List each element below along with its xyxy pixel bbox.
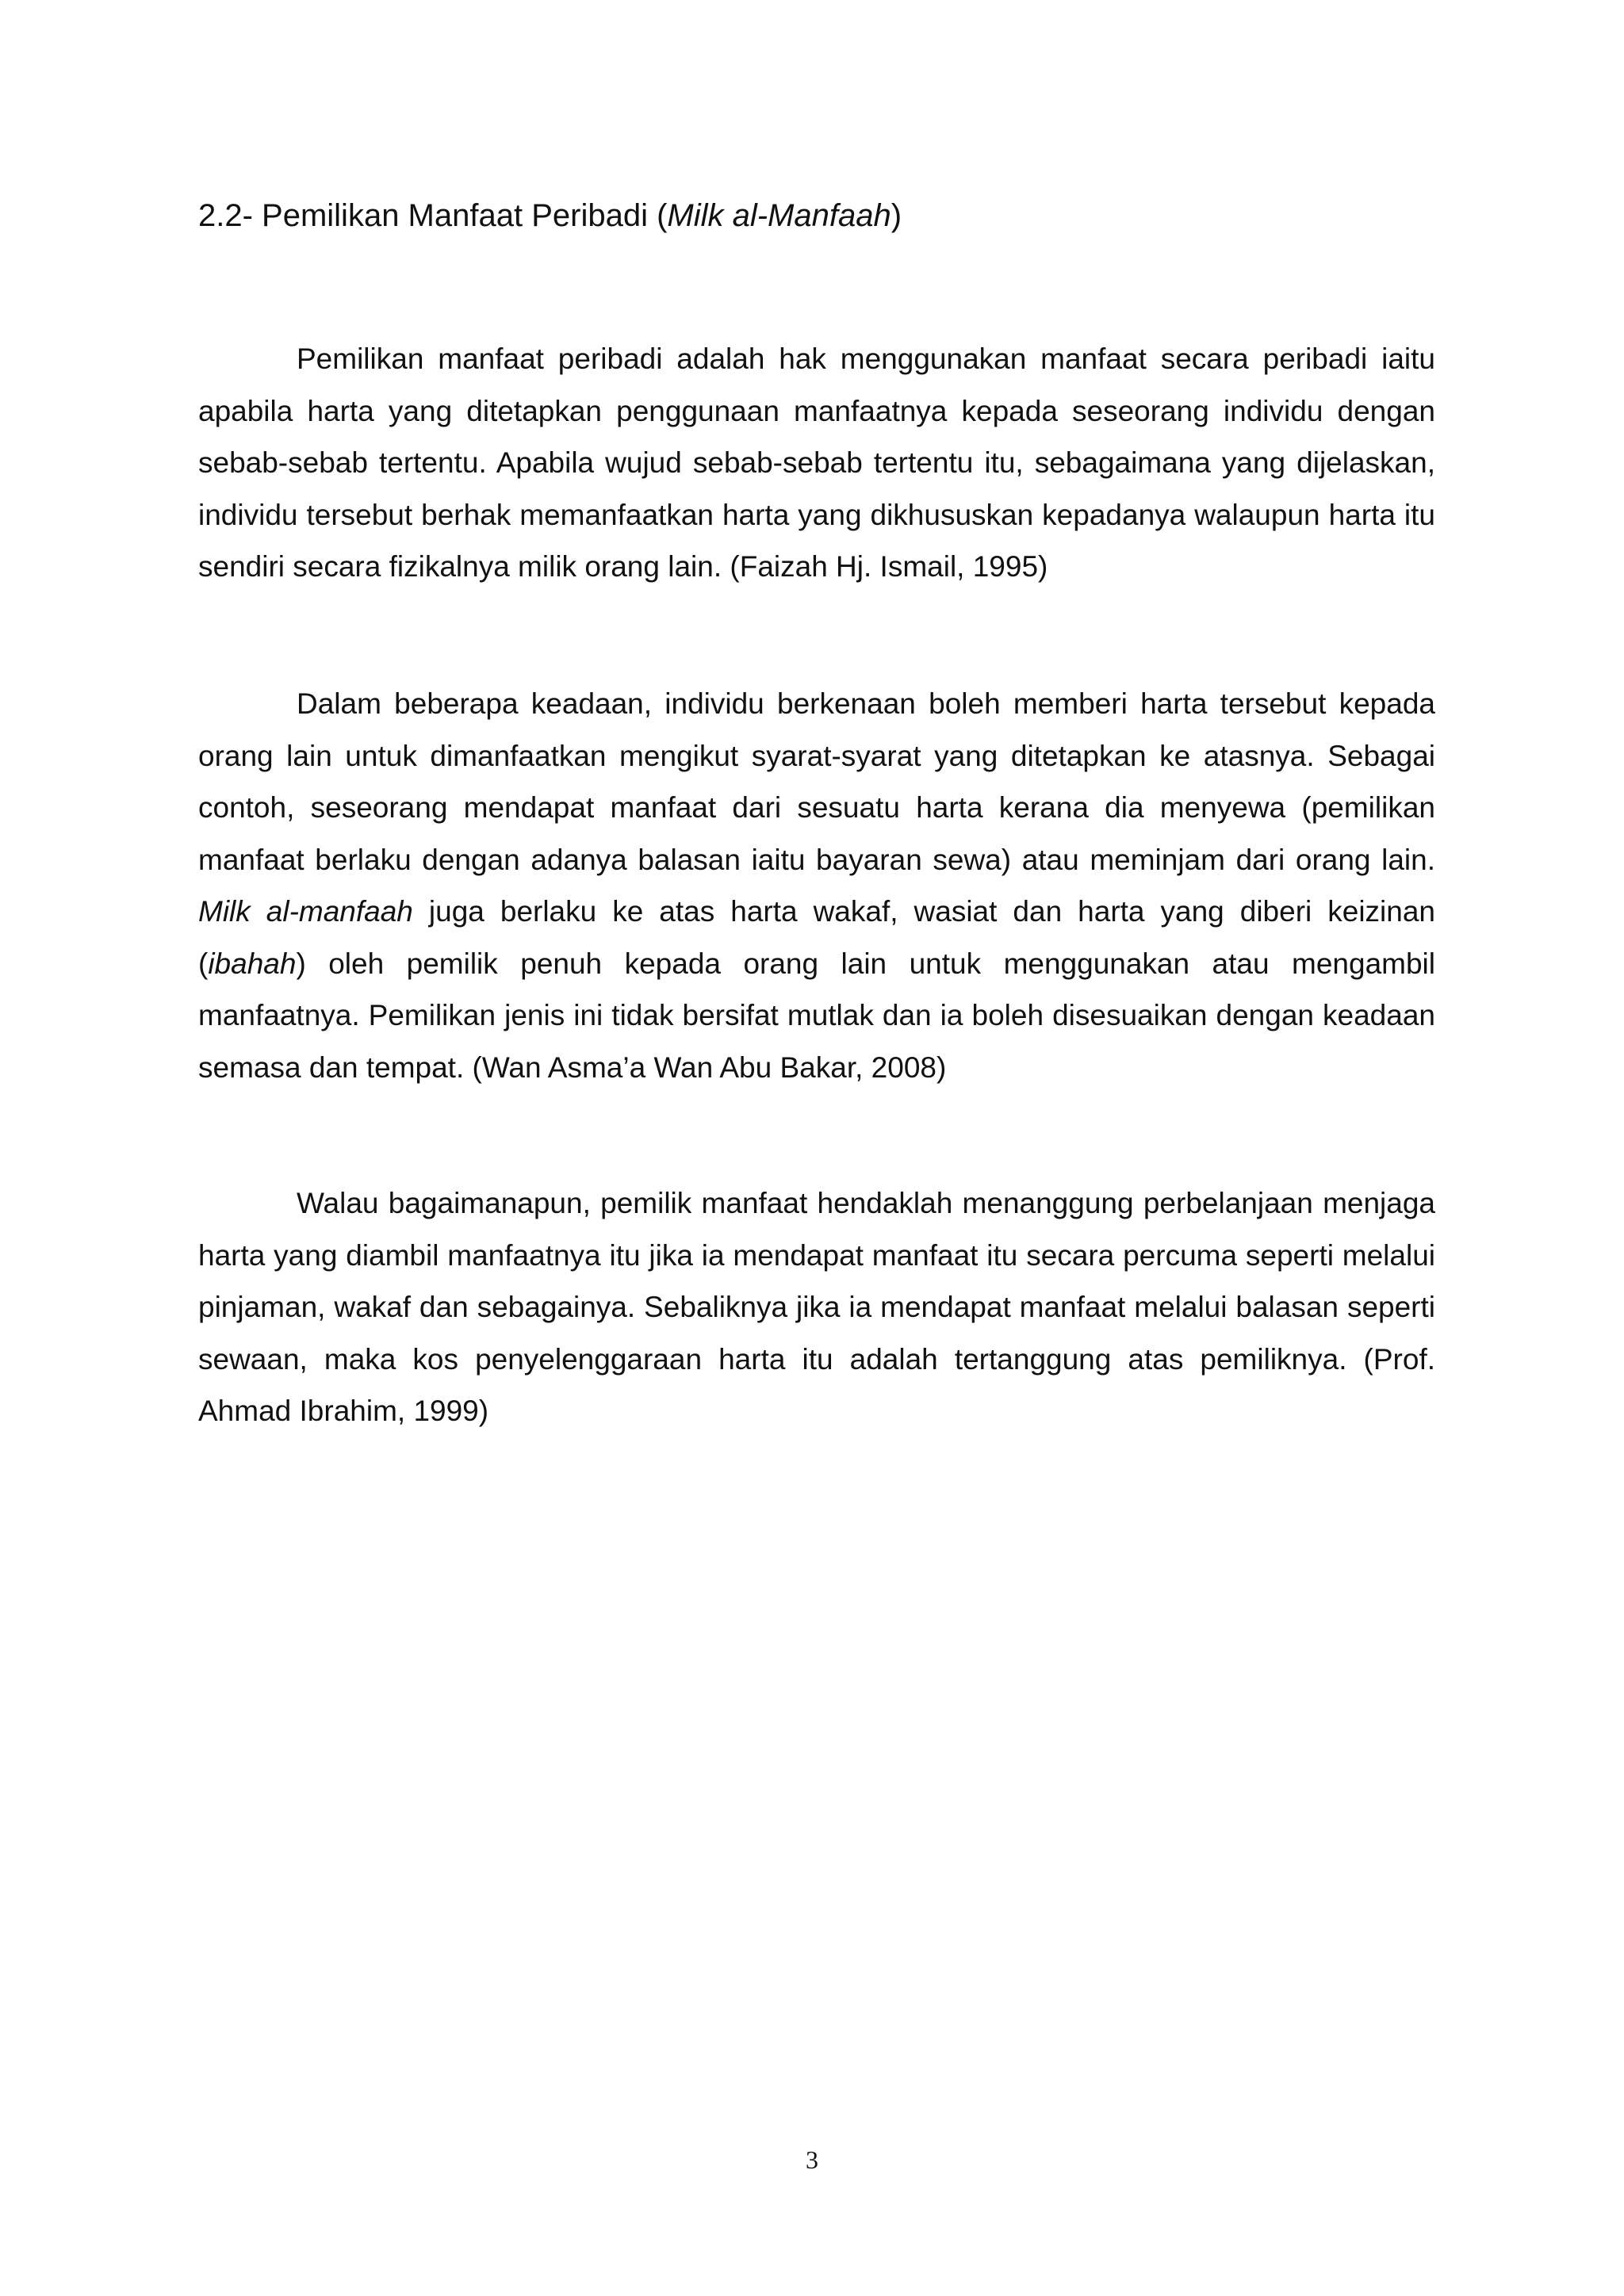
paragraph-2-italic-term-milk: Milk al-manfaah (198, 895, 413, 928)
section-heading-suffix: ) (891, 198, 902, 233)
paragraph-2-text-c: ) oleh pemilik penuh kepada orang lain untuk menggunakan atau mengambil manfaatnya. Pemilikan jenis ini tidak bersifat mutlak dan ia boleh disesuaikan dengan keadaan semasa dan tempat. (Wan Asma’a Wan Abu Bakar, 2008) (198, 947, 1435, 1084)
paragraph-3: Walau bagaimanapun, pemilik manfaat hendaklah menanggung perbelanjaan menjaga harta yang diambil manfaatnya itu jika ia mendapat manfaat itu secara percuma seperti melalui pinjaman, wakaf dan sebagainya. Sebaliknya jika ia mendapat manfaat melalui balasan seperti sewaan, maka kos penyelenggaraan harta itu adalah tertanggung atas pemiliknya. (Prof. Ahmad Ibrahim, 1999) (198, 1187, 1435, 1427)
page-number: 3 (806, 2145, 818, 2174)
section-heading-italic-term: Milk al-Manfaah (667, 198, 891, 233)
paragraph-2-italic-term-ibahah: ibahah (208, 947, 297, 980)
paragraph-1: Pemilikan manfaat peribadi adalah hak menggunakan manfaat secara peribadi iaitu apabila harta yang ditetapkan penggunaan manfaatnya kepada seseorang individu dengan sebab-sebab tertentu. Apabila wujud sebab-sebab tertentu itu, sebagaimana yang dijelaskan, individu tersebut berhak memanfaatkan harta yang dikhususkan kepadanya walaupun harta itu sendiri secara fizikalnya milik orang lain. (Faizah Hj. Ismail, 1995) (198, 342, 1435, 583)
section-heading-prefix: 2.2- Pemilikan Manfaat Peribadi ( (198, 198, 668, 233)
paragraph-2 (198, 678, 1435, 1093)
paragraph-2-text-b: juga berlaku ke atas harta wakaf, wasiat dan harta yang diberi keizinan ( (198, 895, 1435, 980)
section-heading (198, 195, 1435, 236)
paragraph-2-text-a: Dalam beberapa keadaan, individu berkenaan boleh memberi harta tersebut kepada orang lain untuk dimanfaatkan mengikut syarat-syarat yang ditetapkan ke atasnya. Sebagai contoh, seseorang mendapat manfaat dari sesuatu harta kerana dia menyewa (pemilikan manfaat berlaku dengan adanya balasan iaitu bayaran sewa) atau meminjam dari orang lain. (198, 687, 1435, 876)
